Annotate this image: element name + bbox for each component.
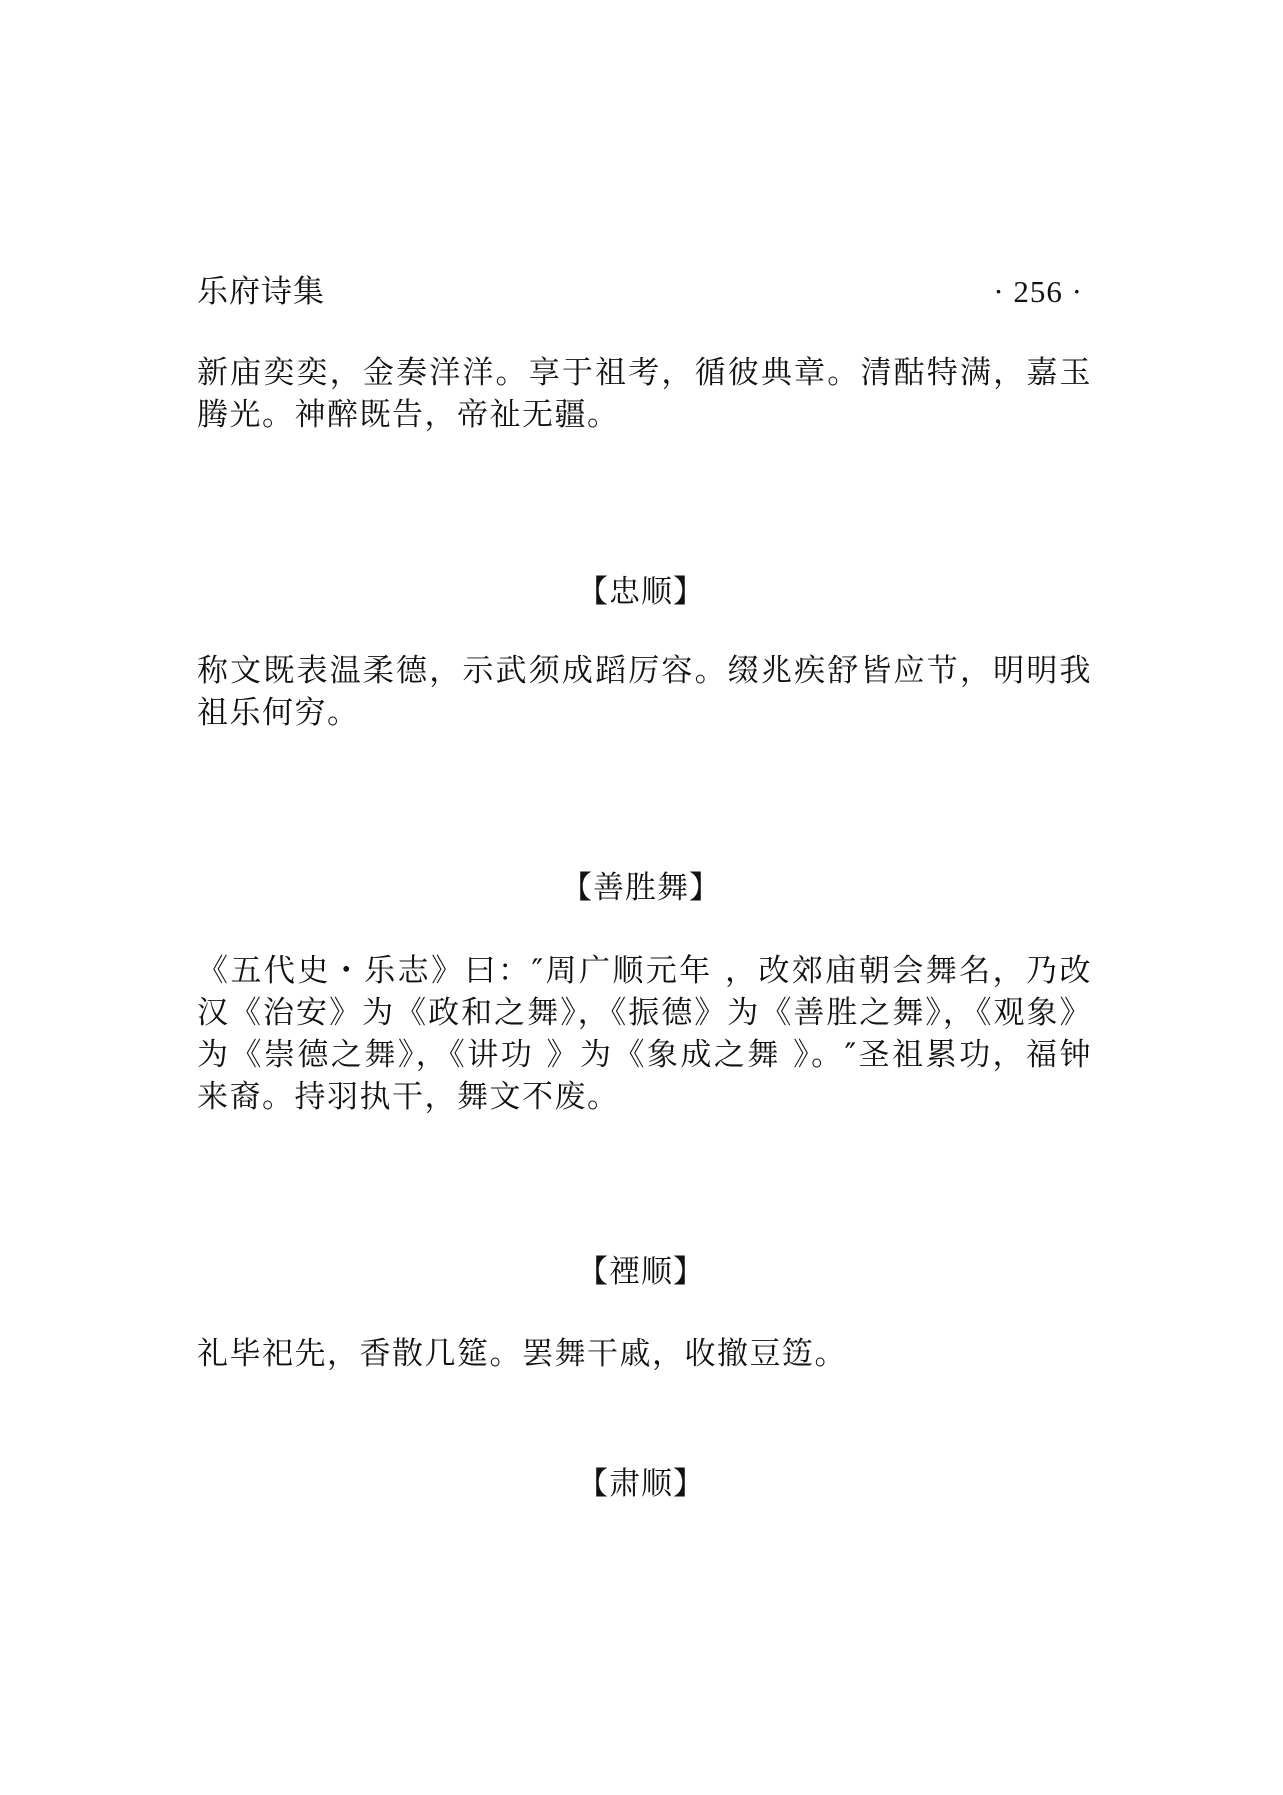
- page-header: [197, 270, 1085, 314]
- poem-text-yinshun: 礼毕祀先，香散几筵。罢舞干戚，收撤豆笾。: [197, 1336, 847, 1372]
- section-heading-shanshengwu: 【善胜舞】: [561, 870, 721, 906]
- section-heading-zhongshun: 【忠顺】: [577, 574, 705, 610]
- section-heading-sushun: 【肃顺】: [577, 1466, 705, 1502]
- poem-text-shanshengwu: 《五代史・乐志》曰：″周广顺元年 ，改郊庙朝会舞名，乃改汉《治安》为《政和之舞》，《振德》为《善胜之舞》，《观象》为《崇德之舞》，《讲功 》为《象成之舞 》。″圣祖累功，福钟来裔。持羽执干，舞文不废。: [197, 953, 1092, 1115]
- section-heading-yinshun: 【禋顺】: [577, 1254, 705, 1290]
- book-title: 乐府诗集: [197, 274, 325, 310]
- page-number: · 256 ·: [993, 274, 1083, 309]
- poem-text-opening: 新庙奕奕，金奏洋洋。享于祖考，循彼典章。清酤特满，嘉玉腾光。神醉既告，帝祉无疆。: [197, 355, 1092, 433]
- poem-text-zhongshun: 称文既表温柔德，示武须成蹈厉容。缀兆疾舒皆应节，明明我祖乐何穷。: [197, 653, 1092, 731]
